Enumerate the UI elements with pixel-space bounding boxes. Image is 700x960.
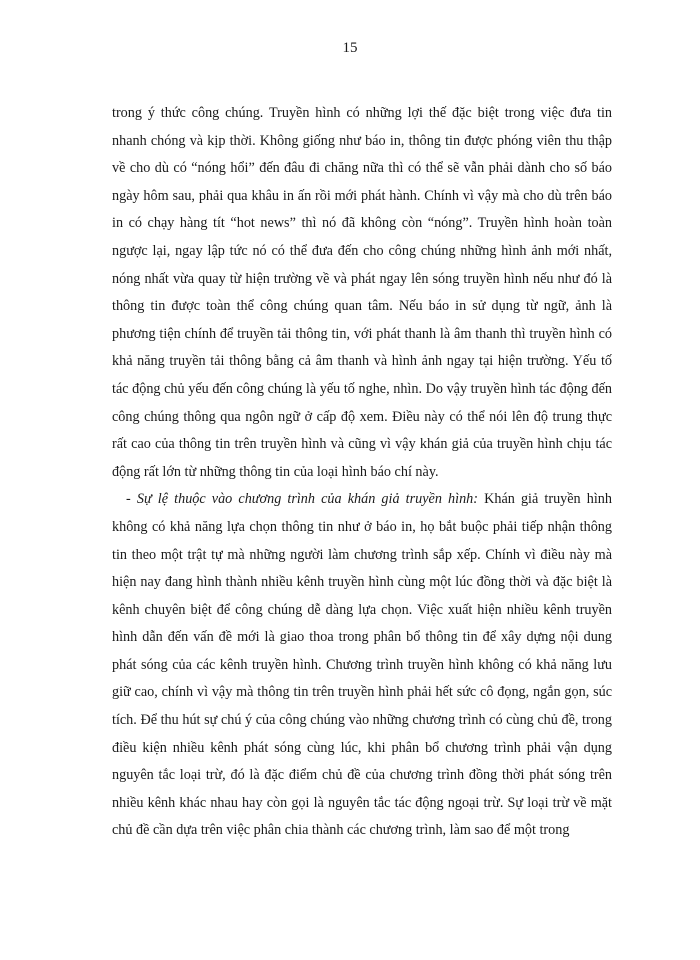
- paragraph-body-text: Khán giả truyền hình không có khả năng lựa chọn thông tin như ở báo in, họ bắt buộc phải tiếp nhận thông tin theo một trật tự mà những người làm chương trình sắp xếp. Chính vì điều này mà hiện nay đang hình thành nhiều kênh truyền hình cùng một lúc đồng thời và đặc biệt là kênh chuyên biệt để công chúng dễ dàng lựa chọn. Việc xuất hiện nhiều kênh truyền hình dẫn đến vấn đề mới là giao thoa trong phân bổ thông tin để xây dựng nội dung phát sóng của các kênh truyền hình. Chương trình truyền hình không có khả năng lưu giữ cao, chính vì vậy mà thông tin trên truyền hình phải hết sức cô đọng, ngắn gọn, súc tích. Để thu hút sự chú ý của công chúng vào những chương trình có cùng chủ đề, trong điều kiện nhiều kênh phát sóng cùng lúc, khi phân bổ chương trình phải vận dụng nguyên tắc loại trừ, đó là đặc điểm chủ đề của chương trình đồng thời phát sóng trên nhiều kênh khác nhau hay còn gọi là nguyên tắc tác động ngoại trừ. Sự loại trừ về mặt chủ đề cần dựa trên việc phân chia thành các chương trình, làm sao để một trong: [112, 491, 612, 839]
- document-body: [112, 100, 612, 845]
- page-number: 15: [342, 40, 358, 56]
- paragraph-tv-advantages: trong ý thức công chúng. Truyền hình có những lợi thế đặc biệt trong việc đưa tin nhanh chóng và kịp thời. Không giống như báo in, thông tin được phóng viên thu thập về cho dù có “nóng hổi” đến đâu đi chăng nữa thì có thể sẽ vẫn phải dành cho số báo ngày hôm sau, phải qua khâu in ấn rồi mới phát hành. Chính vì vậy mà cho dù trên báo in có chạy hàng tít “hot news” thì nó đã không còn “nóng”. Truyền hình hoàn toàn ngược lại, ngay lập tức nó có thể đưa đến cho công chúng những hình ảnh mới nhất, nóng nhất vừa quay từ hiện trường về và phát ngay lên sóng truyền hình nếu như đó là thông tin được toàn thể công chúng quan tâm. Nếu báo in sử dụng từ ngữ, ảnh là phương tiện chính để truyền tải thông tin, với phát thanh là âm thanh thì truyền hình có khả năng truyền tải thông bằng cả âm thanh và hình ảnh ngay tại hiện trường. Yếu tố tác động chủ yếu đến công chúng là yếu tố nghe, nhìn. Do vậy truyền hình tác động đến công chúng thông qua ngôn ngữ ở cấp độ xem. Điều này có thể nói lên độ trung thực rất cao của thông tin trên truyền hình và cũng vì vậy khán giả của truyền hình chịu tác động rất lớn từ những thông tin của loại hình báo chí này.: [112, 105, 612, 480]
- paragraph-audience-dependence: [112, 486, 612, 845]
- paragraph-lead-italic: - Sự lệ thuộc vào chương trình của khán giả truyền hình:: [126, 491, 478, 508]
